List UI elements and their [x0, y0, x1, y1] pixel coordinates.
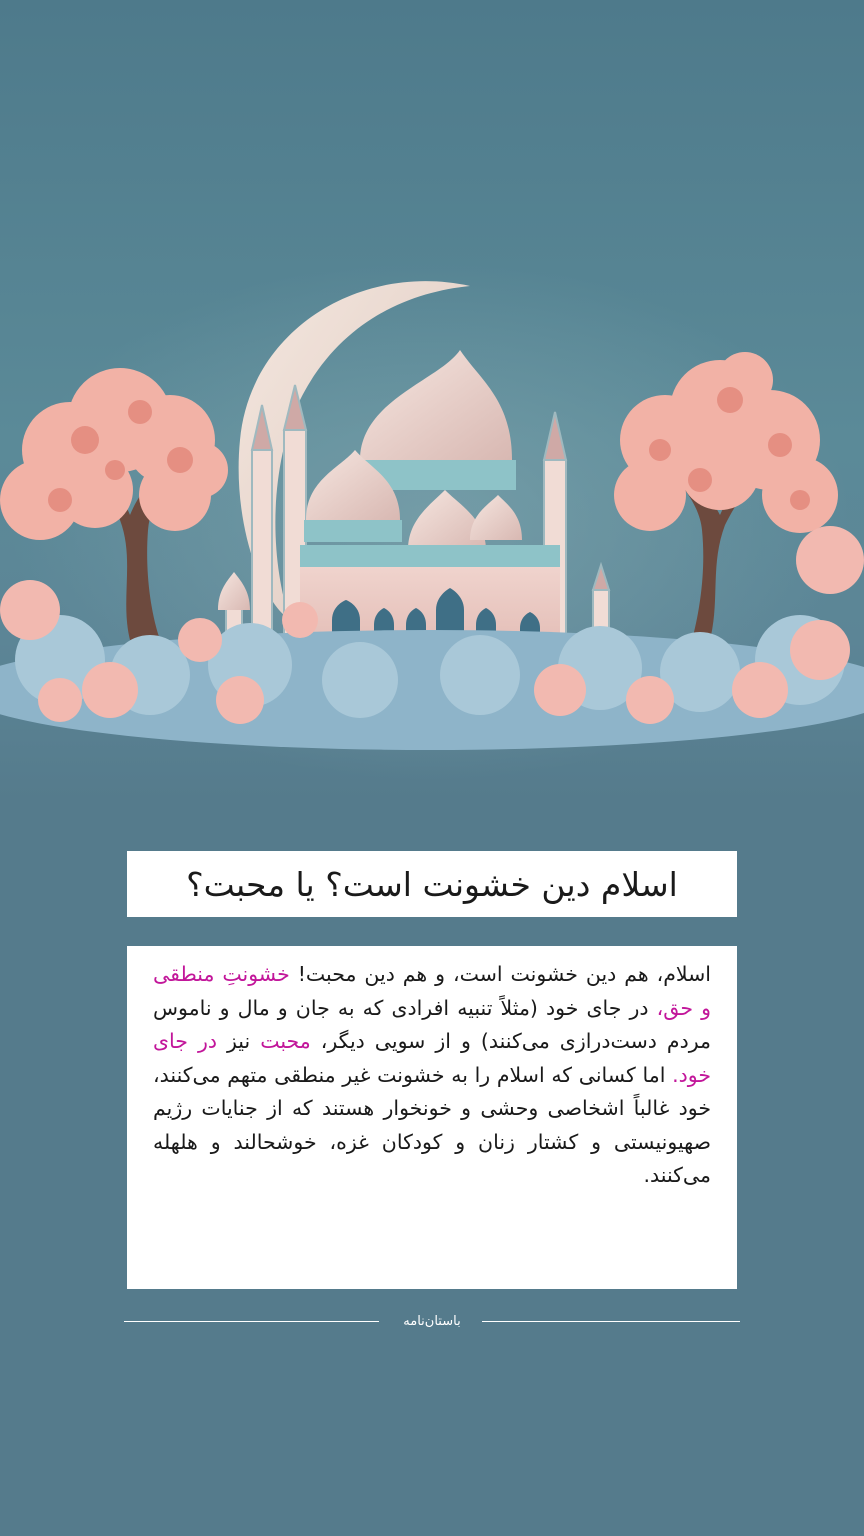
highlight-text: محبت — [260, 1029, 311, 1053]
body-text-part: در جای خود (مثلاً تنبیه افرادی که به جان و مال و ناموس مردم دست‌درازی می‌کنند) و از سویی دیگر، — [153, 995, 711, 1053]
body-text — [153, 958, 711, 1193]
body-box — [127, 946, 737, 1289]
body-text-part: اسلام، هم دین خشونت است، و هم دین محبت! — [289, 962, 712, 986]
highlight-text: در جای خود. — [153, 1029, 711, 1087]
page-title: اسلام دین خشونت است؟ یا محبت؟ — [186, 864, 678, 904]
body-text-part: نیز — [217, 1029, 261, 1053]
footer — [124, 1312, 740, 1332]
footer-signature: باستان‌نامه — [403, 1314, 461, 1329]
footer-divider-left — [124, 1321, 379, 1322]
body-text-part: اما کسانی که اسلام را به خشونت غیر منطقی متهم می‌کنند، خود غالباً اشخاصی وحشی و خونخوار هستند که از جنایات رژیم صهیونیستی و کشتار زنان و کودکان غزه، خوشحالند و هلهله می‌کنند. — [153, 1062, 711, 1187]
highlight-text: خشونتِ منطقی و حق، — [153, 962, 711, 1020]
title-box — [127, 851, 737, 917]
footer-divider-right — [482, 1321, 740, 1322]
